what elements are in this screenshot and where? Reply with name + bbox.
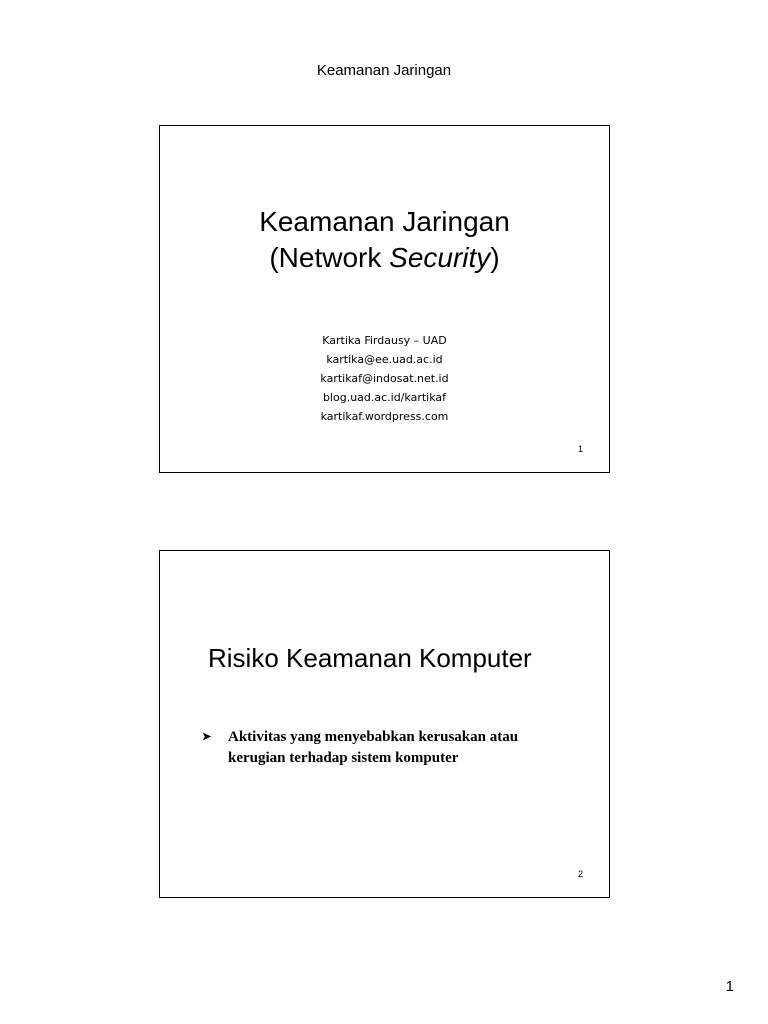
- bullet-item: [202, 727, 582, 769]
- author-contact: [160, 331, 609, 426]
- slide-2-number: 2: [577, 869, 583, 879]
- email-ee: kartika@ee.uad.ac.id: [326, 353, 443, 366]
- email-indosat: kartikaf@indosat.net.id: [320, 372, 449, 385]
- page-header: Keamanan Jaringan: [316, 62, 452, 79]
- bullet-text: [228, 727, 518, 769]
- title-prefix: (Network: [269, 242, 390, 273]
- slide-1-number: 1: [577, 444, 583, 454]
- wordpress-link: kartikaf.wordpress.com: [320, 410, 449, 423]
- slide-1-title: [160, 204, 609, 276]
- slide-2: [159, 550, 610, 898]
- arrow-bullet-icon: ➤: [202, 731, 212, 743]
- slide-1: [159, 125, 610, 473]
- bullet-text-line2: kerugian terhadap sistem komputer: [228, 750, 459, 766]
- slide-1-title-line1: Keamanan Jaringan: [259, 206, 510, 237]
- slide-2-title: Risiko Keamanan Komputer: [208, 643, 532, 673]
- title-suffix: ): [490, 242, 500, 273]
- page-number: 1: [725, 978, 734, 995]
- bullet-text-line1: Aktivitas yang menyebabkan kerusakan atau: [228, 729, 519, 745]
- blog-link: blog.uad.ac.id/kartikaf: [322, 391, 447, 404]
- title-italic: Security: [389, 242, 491, 273]
- slide-1-title-line2: [160, 240, 609, 276]
- author-name: Kartika Firdausy – UAD: [322, 334, 447, 347]
